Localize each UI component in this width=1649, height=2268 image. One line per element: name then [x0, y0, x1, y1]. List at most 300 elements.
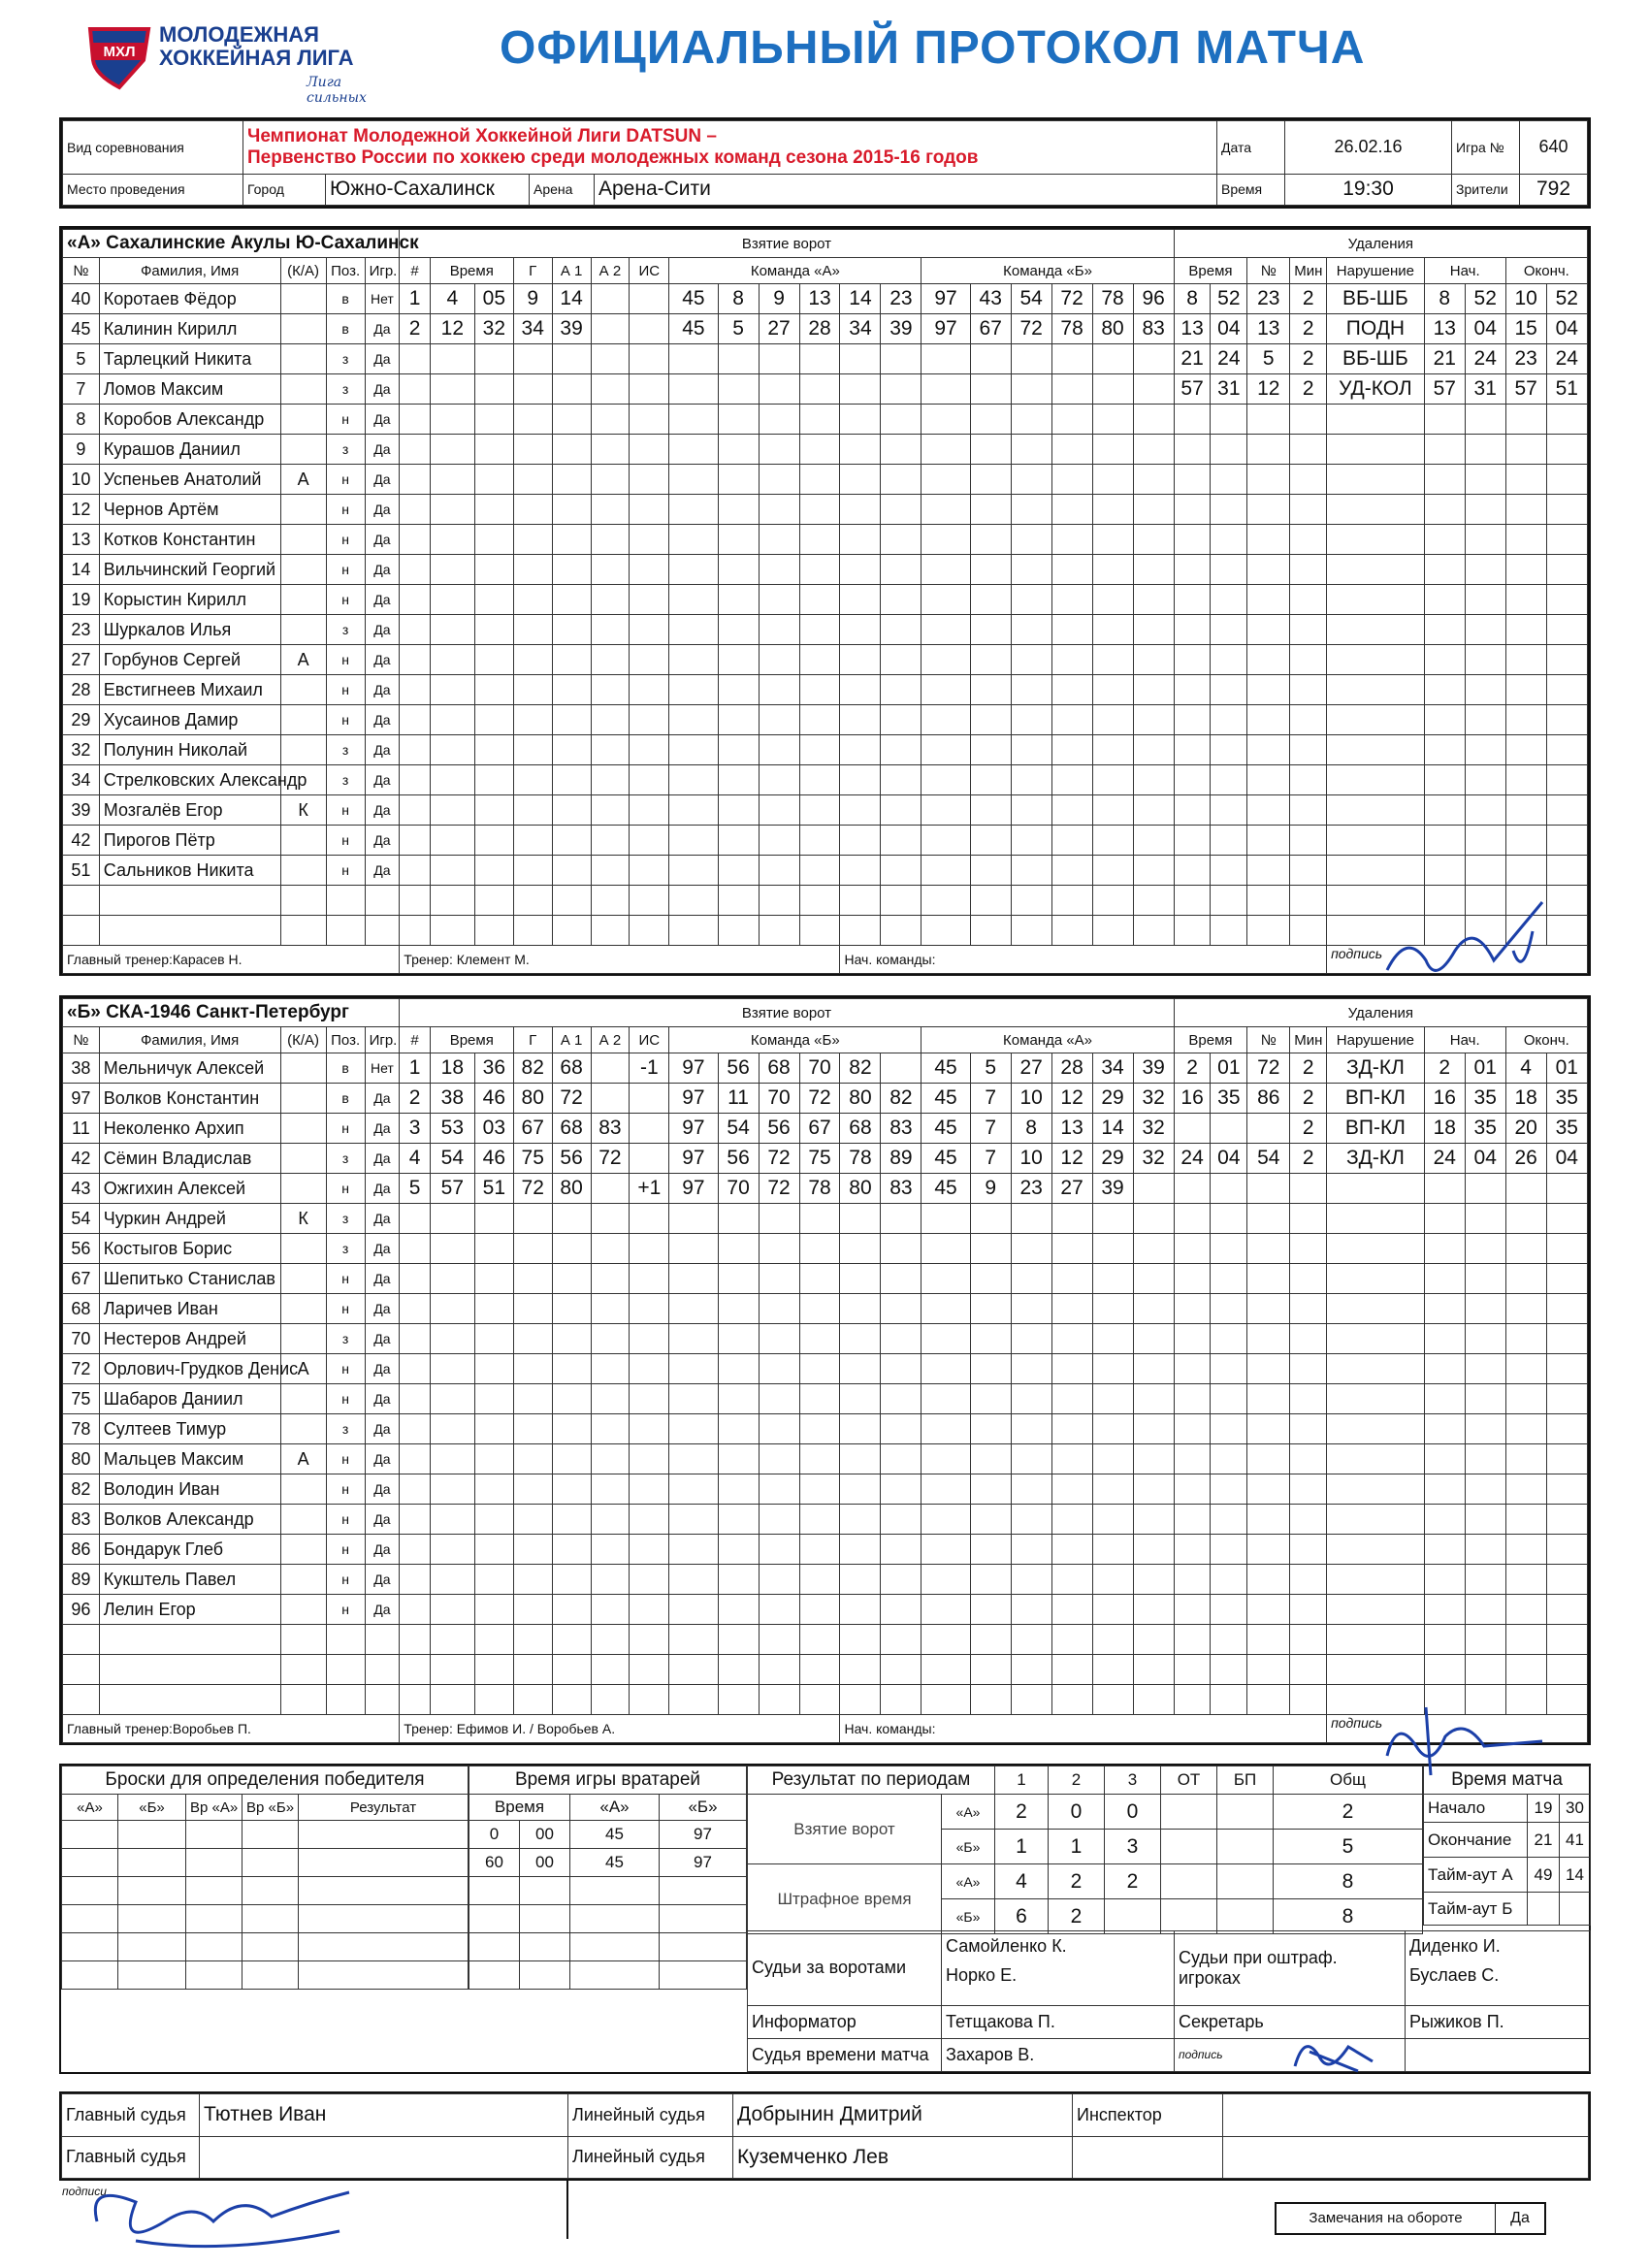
team-b-player-ka [280, 1625, 326, 1655]
team-b-own-6 [881, 1204, 922, 1234]
team-a-goal-scorer [513, 344, 552, 374]
team-b-pen-infraction [1327, 1474, 1425, 1505]
team-b-player-number: 89 [63, 1565, 100, 1595]
team-b-pen-end-s [1546, 1234, 1587, 1264]
team-b-pen-start-s: 04 [1465, 1144, 1505, 1174]
spectators-label: Зрители [1452, 174, 1520, 206]
team-b-goal-sec [474, 1234, 513, 1264]
line-ref-2: Куземченко Лев [733, 2136, 1073, 2179]
team-a-goal-min [430, 886, 474, 916]
team-b-goal-assist2 [591, 1354, 630, 1384]
team-b-goal-scorer [513, 1505, 552, 1535]
team-a-hdr-pen-end: Оконч. [1505, 258, 1587, 284]
team-b-pen-infraction [1327, 1234, 1425, 1264]
page-title: ОФИЦИАЛЬНЫЙ ПРОТОКОЛ МАТЧА [500, 22, 1366, 74]
team-a-player-pos: з [326, 615, 365, 645]
team-a-player-pos: з [326, 344, 365, 374]
team-a-goal-assist1 [552, 615, 591, 645]
team-a-pen-end-s [1546, 856, 1587, 886]
team-a-goal-min [430, 405, 474, 435]
team-a-own-1 [669, 886, 718, 916]
team-a-pen-start-m [1424, 735, 1465, 765]
secretary-value: Рыжиков П. [1406, 2005, 1591, 2038]
goals-b-p1: 1 [1049, 1830, 1105, 1864]
team-a-opp-6 [1133, 795, 1174, 826]
team-b-own-1 [669, 1505, 718, 1535]
team-b-row [63, 1565, 1588, 1595]
team-a-own-2 [718, 374, 759, 405]
team-b-goal-strength [630, 1384, 669, 1414]
team-b-own-6 [881, 1685, 922, 1715]
team-b-pen-start-s [1465, 1505, 1505, 1535]
team-a-player-name: Ломов Максим [99, 374, 280, 405]
team-a-pen-sec-time [1211, 826, 1247, 856]
team-a-goal-assist2 [591, 314, 630, 344]
team-a-penalties-title: Удаления [1174, 230, 1587, 258]
team-a-pen-start-m [1424, 645, 1465, 675]
team-a-own-2 [718, 495, 759, 525]
place-label: Место проведения [63, 174, 243, 206]
team-b-goal-sec [474, 1535, 513, 1565]
team-a-row [63, 675, 1588, 705]
team-b-player-number [63, 1655, 100, 1685]
team-b-pen-start-s [1465, 1625, 1505, 1655]
team-a-pen-start-m [1424, 916, 1465, 946]
team-a-opp-3 [1011, 705, 1051, 735]
team-b-hdr-num: № [63, 1027, 100, 1053]
team-b-own-3 [759, 1444, 799, 1474]
gk-b [660, 1905, 747, 1933]
team-b-opp-2: 9 [970, 1174, 1011, 1204]
team-a-hdr-play: Игр. [365, 258, 400, 284]
team-b-hdr-pen-infraction: Нарушение [1327, 1027, 1425, 1053]
team-b-opp-6 [1133, 1294, 1174, 1324]
team-b-pen-player [1247, 1354, 1290, 1384]
team-a-opp-4 [1051, 645, 1092, 675]
team-a-pen-infraction [1327, 555, 1425, 585]
team-a-pen-player [1247, 675, 1290, 705]
team-a-own-5 [840, 735, 881, 765]
team-a-goal-assist1: 14 [552, 284, 591, 314]
team-b-pen-end-s [1546, 1264, 1587, 1294]
team-b-own-5 [840, 1505, 881, 1535]
team-b-pen-start-m [1424, 1685, 1465, 1715]
team-b-opp-4 [1051, 1264, 1092, 1294]
team-a-goal-no [400, 405, 430, 435]
team-a-goal-no [400, 645, 430, 675]
team-b-pen-start-s [1465, 1474, 1505, 1505]
team-a-opp-1 [922, 795, 970, 826]
team-b-goal-min [430, 1294, 474, 1324]
team-b-pen-start-m [1424, 1474, 1465, 1505]
team-b-hdr-opp-players: Команда «А» [922, 1027, 1174, 1053]
team-a-opp-5 [1092, 826, 1133, 856]
gk-a [570, 1933, 660, 1961]
team-a-goal-scorer [513, 405, 552, 435]
team-b-pen-sec-time [1211, 1414, 1247, 1444]
team-b-player-pos: н [326, 1384, 365, 1414]
team-b-own-6 [881, 1535, 922, 1565]
team-a-pen-sec-time [1211, 645, 1247, 675]
team-b-opp-4 [1051, 1625, 1092, 1655]
team-b-pen-start-s [1465, 1535, 1505, 1565]
team-b-player-ka [280, 1144, 326, 1174]
team-a-row [63, 555, 1588, 585]
team-a-own-4 [799, 435, 840, 465]
team-b-opp-2 [970, 1264, 1011, 1294]
goals-a-team: «А» [942, 1795, 995, 1830]
team-a-goal-assist2 [591, 916, 630, 946]
team-b-row [63, 1084, 1588, 1114]
team-a-goal-scorer [513, 374, 552, 405]
team-a-pen-sec-time: 31 [1211, 374, 1247, 405]
team-a-pen-infraction [1327, 495, 1425, 525]
team-b-pen-start-s [1465, 1294, 1505, 1324]
team-a-opp-2 [970, 856, 1011, 886]
team-b-goal-no [400, 1444, 430, 1474]
team-b-player-name: Костыгов Борис [99, 1234, 280, 1264]
team-a-pen-minutes [1290, 615, 1327, 645]
competition-name: Чемпионат Молодежной Хоккейной Лиги DATSUN – Первенство России по хоккею среди молодежных команд сезона 2015-16 годов [243, 121, 1217, 175]
team-b-opp-3 [1011, 1414, 1051, 1444]
team-b-goal-strength [630, 1685, 669, 1715]
mhl-shield-icon [85, 21, 153, 89]
team-a-pen-minutes [1290, 585, 1327, 615]
team-b-own-5: 68 [840, 1114, 881, 1144]
team-a-own-4 [799, 374, 840, 405]
team-a-own-3 [759, 465, 799, 495]
team-a-pen-infraction [1327, 826, 1425, 856]
team-b-pen-minutes [1290, 1444, 1327, 1474]
team-b-opp-6 [1133, 1204, 1174, 1234]
team-a-opp-5 [1092, 374, 1133, 405]
team-b-goal-min [430, 1655, 474, 1685]
team-b-goal-min [430, 1625, 474, 1655]
team-a-pen-min-time [1174, 705, 1211, 735]
team-b-player-pos: н [326, 1174, 365, 1204]
team-b-own-6: 89 [881, 1144, 922, 1174]
team-a-player-pos: н [326, 465, 365, 495]
timeout-a-label: Тайм-аут А [1424, 1858, 1528, 1893]
team-a-goal-assist2 [591, 585, 630, 615]
team-a-goal-assist1 [552, 465, 591, 495]
team-a-own-4 [799, 795, 840, 826]
team-b-pen-start-m [1424, 1174, 1465, 1204]
team-a-own-6 [881, 495, 922, 525]
team-a-pen-end-s [1546, 555, 1587, 585]
team-b-goal-min: 18 [430, 1053, 474, 1084]
team-a-goal-scorer [513, 795, 552, 826]
team-a-own-1 [669, 465, 718, 495]
team-a-opp-6 [1133, 525, 1174, 555]
team-a-opp-1 [922, 585, 970, 615]
team-a-opp-2 [970, 735, 1011, 765]
team-b-pen-end-s [1546, 1444, 1587, 1474]
team-b-pen-end-s [1546, 1384, 1587, 1414]
team-b-pen-sec-time [1211, 1324, 1247, 1354]
team-b-opp-1 [922, 1384, 970, 1414]
team-b-own-4 [799, 1204, 840, 1234]
pbox-judges-label: Судьи при оштраф. игроках [1175, 1931, 1406, 2006]
team-a-pen-end-m [1505, 795, 1546, 826]
team-a-own-3 [759, 795, 799, 826]
date-value: 26.02.16 [1285, 121, 1452, 175]
team-a-pen-start-s [1465, 585, 1505, 615]
team-b-pen-player [1247, 1625, 1290, 1655]
team-a-opp-2 [970, 465, 1011, 495]
team-b-opp-3 [1011, 1505, 1051, 1535]
team-b-own-6 [881, 1655, 922, 1685]
team-b-goal-scorer [513, 1264, 552, 1294]
team-b-goal-strength [630, 1505, 669, 1535]
team-b-pen-end-s: 35 [1546, 1114, 1587, 1144]
team-b-player-played: Да [365, 1204, 400, 1234]
team-b-player-played: Да [365, 1505, 400, 1535]
team-a-player-number: 10 [63, 465, 100, 495]
team-a-goal-sec: 32 [474, 314, 513, 344]
team-a-own-1 [669, 374, 718, 405]
team-a-opp-3 [1011, 344, 1051, 374]
team-a-row [63, 615, 1588, 645]
team-b-own-3 [759, 1264, 799, 1294]
team-a-pen-sec-time [1211, 495, 1247, 525]
team-b-goal-sec [474, 1204, 513, 1234]
inspector-label: Инспектор [1073, 2094, 1223, 2137]
team-b-own-3 [759, 1384, 799, 1414]
team-a-own-5 [840, 645, 881, 675]
team-b-goal-assist1 [552, 1264, 591, 1294]
team-b-goal-assist1 [552, 1595, 591, 1625]
team-b-opp-4 [1051, 1655, 1092, 1685]
team-b-own-3: 72 [759, 1144, 799, 1174]
team-b-goal-min [430, 1324, 474, 1354]
team-b-goal-assist2 [591, 1655, 630, 1685]
team-b-opp-2 [970, 1294, 1011, 1324]
gk-min: 60 [469, 1849, 520, 1877]
team-a-goal-strength [630, 735, 669, 765]
team-b-row [63, 1264, 1588, 1294]
team-b-own-2: 56 [718, 1144, 759, 1174]
team-b-pen-end-m [1505, 1174, 1546, 1204]
team-a-opp-6 [1133, 495, 1174, 525]
team-b-row [63, 1294, 1588, 1324]
team-b-pen-start-m [1424, 1505, 1465, 1535]
team-a-pen-min-time: 13 [1174, 314, 1211, 344]
team-b-opp-5 [1092, 1535, 1133, 1565]
team-b-own-4 [799, 1354, 840, 1384]
team-a-player-number: 28 [63, 675, 100, 705]
team-b-opp-4 [1051, 1685, 1092, 1715]
team-b-own-5 [840, 1444, 881, 1474]
team-b-own-3 [759, 1595, 799, 1625]
team-a-goal-assist1 [552, 735, 591, 765]
team-b-pen-end-m [1505, 1414, 1546, 1444]
team-b-hdr-goal-scorer: Г [513, 1027, 552, 1053]
team-b-pen-minutes: 2 [1290, 1053, 1327, 1084]
team-a-opp-5 [1092, 735, 1133, 765]
team-b-hdr-pen-time: Время [1174, 1027, 1247, 1053]
secretary-sign-label: подпись [1175, 2038, 1406, 2071]
team-b-pen-sec-time [1211, 1535, 1247, 1565]
pen-b-total: 8 [1274, 1899, 1423, 1934]
team-a-pen-end-m [1505, 675, 1546, 705]
team-b-goal-min: 57 [430, 1174, 474, 1204]
team-a-pen-min-time [1174, 735, 1211, 765]
team-a-own-6 [881, 705, 922, 735]
team-a-opp-1 [922, 645, 970, 675]
team-b-player-played: Да [365, 1234, 400, 1264]
team-b-goal-sec [474, 1264, 513, 1294]
team-b-own-3: 70 [759, 1084, 799, 1114]
mhl-logo [85, 21, 396, 106]
team-b-player-name: Чуркин Андрей [99, 1204, 280, 1234]
team-a-own-1: 45 [669, 284, 718, 314]
team-b-pen-minutes [1290, 1384, 1327, 1414]
team-a-row [63, 856, 1588, 886]
team-a-player-played: Да [365, 555, 400, 585]
team-b-row [63, 1444, 1588, 1474]
team-a-goal-sec: 05 [474, 284, 513, 314]
team-b-own-5: 78 [840, 1144, 881, 1174]
team-b-own-3 [759, 1474, 799, 1505]
team-b-goal-sec [474, 1384, 513, 1414]
team-a-pen-start-s [1465, 856, 1505, 886]
team-a-opp-3: 54 [1011, 284, 1051, 314]
line-ref-1: Добрынин Дмитрий [733, 2094, 1073, 2137]
team-b-pen-start-s: 35 [1465, 1114, 1505, 1144]
team-a-pen-end-s [1546, 765, 1587, 795]
team-b-pen-min-time [1174, 1114, 1211, 1144]
team-a-row [63, 314, 1588, 344]
team-a-opp-3 [1011, 795, 1051, 826]
logo-line1: МОЛОДЕЖНАЯ [159, 22, 319, 47]
team-b-opp-6 [1133, 1565, 1174, 1595]
team-a-player-played: Да [365, 314, 400, 344]
team-b-opp-1 [922, 1204, 970, 1234]
team-b-pen-player [1247, 1535, 1290, 1565]
team-b-pen-infraction [1327, 1414, 1425, 1444]
team-b-pen-start-m [1424, 1234, 1465, 1264]
pen-b-p4 [1217, 1899, 1274, 1934]
team-b-opp-1 [922, 1474, 970, 1505]
team-b-opp-6 [1133, 1535, 1174, 1565]
team-a-player-pos [326, 886, 365, 916]
team-a-player-ka [280, 435, 326, 465]
team-a-pen-minutes [1290, 465, 1327, 495]
team-a-pen-min-time [1174, 465, 1211, 495]
team-a-own-5 [840, 916, 881, 946]
team-a-opp-6 [1133, 465, 1174, 495]
team-a-pen-end-s [1546, 826, 1587, 856]
team-b-own-2: 11 [718, 1084, 759, 1114]
team-b-goal-assist1 [552, 1294, 591, 1324]
team-b-player-number: 68 [63, 1294, 100, 1324]
team-b-player-pos: з [326, 1204, 365, 1234]
team-b-own-1 [669, 1595, 718, 1625]
team-b-player-ka [280, 1234, 326, 1264]
team-b-player-played: Да [365, 1144, 400, 1174]
team-a-player-name [99, 916, 280, 946]
team-a-goal-strength [630, 555, 669, 585]
team-b-own-3 [759, 1414, 799, 1444]
team-a-goal-assist2 [591, 645, 630, 675]
team-a-goal-scorer [513, 645, 552, 675]
team-b-opp-1 [922, 1625, 970, 1655]
team-a-goal-sec [474, 916, 513, 946]
team-a-player-ka [280, 525, 326, 555]
gk-sec: 00 [520, 1849, 570, 1877]
team-a-player-ka [280, 856, 326, 886]
team-a-pen-start-m [1424, 856, 1465, 886]
team-b-opp-5: 14 [1092, 1114, 1133, 1144]
secretary-label: Секретарь [1175, 2005, 1406, 2038]
team-b-opp-1 [922, 1685, 970, 1715]
team-a-goal-no [400, 374, 430, 405]
shootout-gka: Вр «А» [186, 1795, 242, 1821]
team-a-opp-1 [922, 525, 970, 555]
team-b-pen-player [1247, 1685, 1290, 1715]
team-a-pen-end-m [1505, 525, 1546, 555]
team-a-opp-4 [1051, 675, 1092, 705]
team-a-goal-assist2 [591, 284, 630, 314]
team-a-own-4 [799, 675, 840, 705]
team-b-own-6 [881, 1294, 922, 1324]
team-b-opp-2 [970, 1234, 1011, 1264]
team-a-opp-3 [1011, 826, 1051, 856]
team-a-player-number: 39 [63, 795, 100, 826]
team-a-hdr-pen-num: № [1247, 258, 1290, 284]
team-b-opp-5: 29 [1092, 1144, 1133, 1174]
team-a-goal-min [430, 826, 474, 856]
city-value: Южно-Сахалинск [326, 174, 530, 206]
team-a-team-chief: Нач. команды: [840, 946, 1327, 974]
team-b-opp-1 [922, 1595, 970, 1625]
team-a-pen-end-s [1546, 795, 1587, 826]
team-b-player-ka [280, 1264, 326, 1294]
team-a-opp-4 [1051, 344, 1092, 374]
team-b-player-ka [280, 1053, 326, 1084]
team-a-row [63, 435, 1588, 465]
team-a-own-3 [759, 705, 799, 735]
team-b-opp-3 [1011, 1474, 1051, 1505]
team-b-opp-5 [1092, 1264, 1133, 1294]
team-a-pen-min-time [1174, 765, 1211, 795]
team-b-goal-assist1 [552, 1535, 591, 1565]
team-a-pen-minutes: 2 [1290, 374, 1327, 405]
team-b-pen-infraction [1327, 1505, 1425, 1535]
team-b-player-number: 43 [63, 1174, 100, 1204]
team-b-own-4 [799, 1474, 840, 1505]
team-b-player-played: Да [365, 1324, 400, 1354]
team-a-opp-2 [970, 765, 1011, 795]
team-a-pen-start-m [1424, 615, 1465, 645]
team-b-goals-title: Взятие ворот [400, 999, 1174, 1027]
team-b-hdr-name: Фамилия, Имя [99, 1027, 280, 1053]
team-b-row [63, 1234, 1588, 1264]
team-b-opp-4 [1051, 1204, 1092, 1234]
team-a-opp-2 [970, 705, 1011, 735]
team-a-goal-min [430, 495, 474, 525]
team-b-own-2 [718, 1505, 759, 1535]
team-b-own-6 [881, 1505, 922, 1535]
team-a-row [63, 886, 1588, 916]
team-a-pen-player [1247, 856, 1290, 886]
team-a-pen-infraction: ВБ-ШБ [1327, 284, 1425, 314]
team-b-opp-5 [1092, 1234, 1133, 1264]
team-b-goal-assist2 [591, 1535, 630, 1565]
team-a-opp-1 [922, 374, 970, 405]
team-a-pen-sec-time [1211, 765, 1247, 795]
